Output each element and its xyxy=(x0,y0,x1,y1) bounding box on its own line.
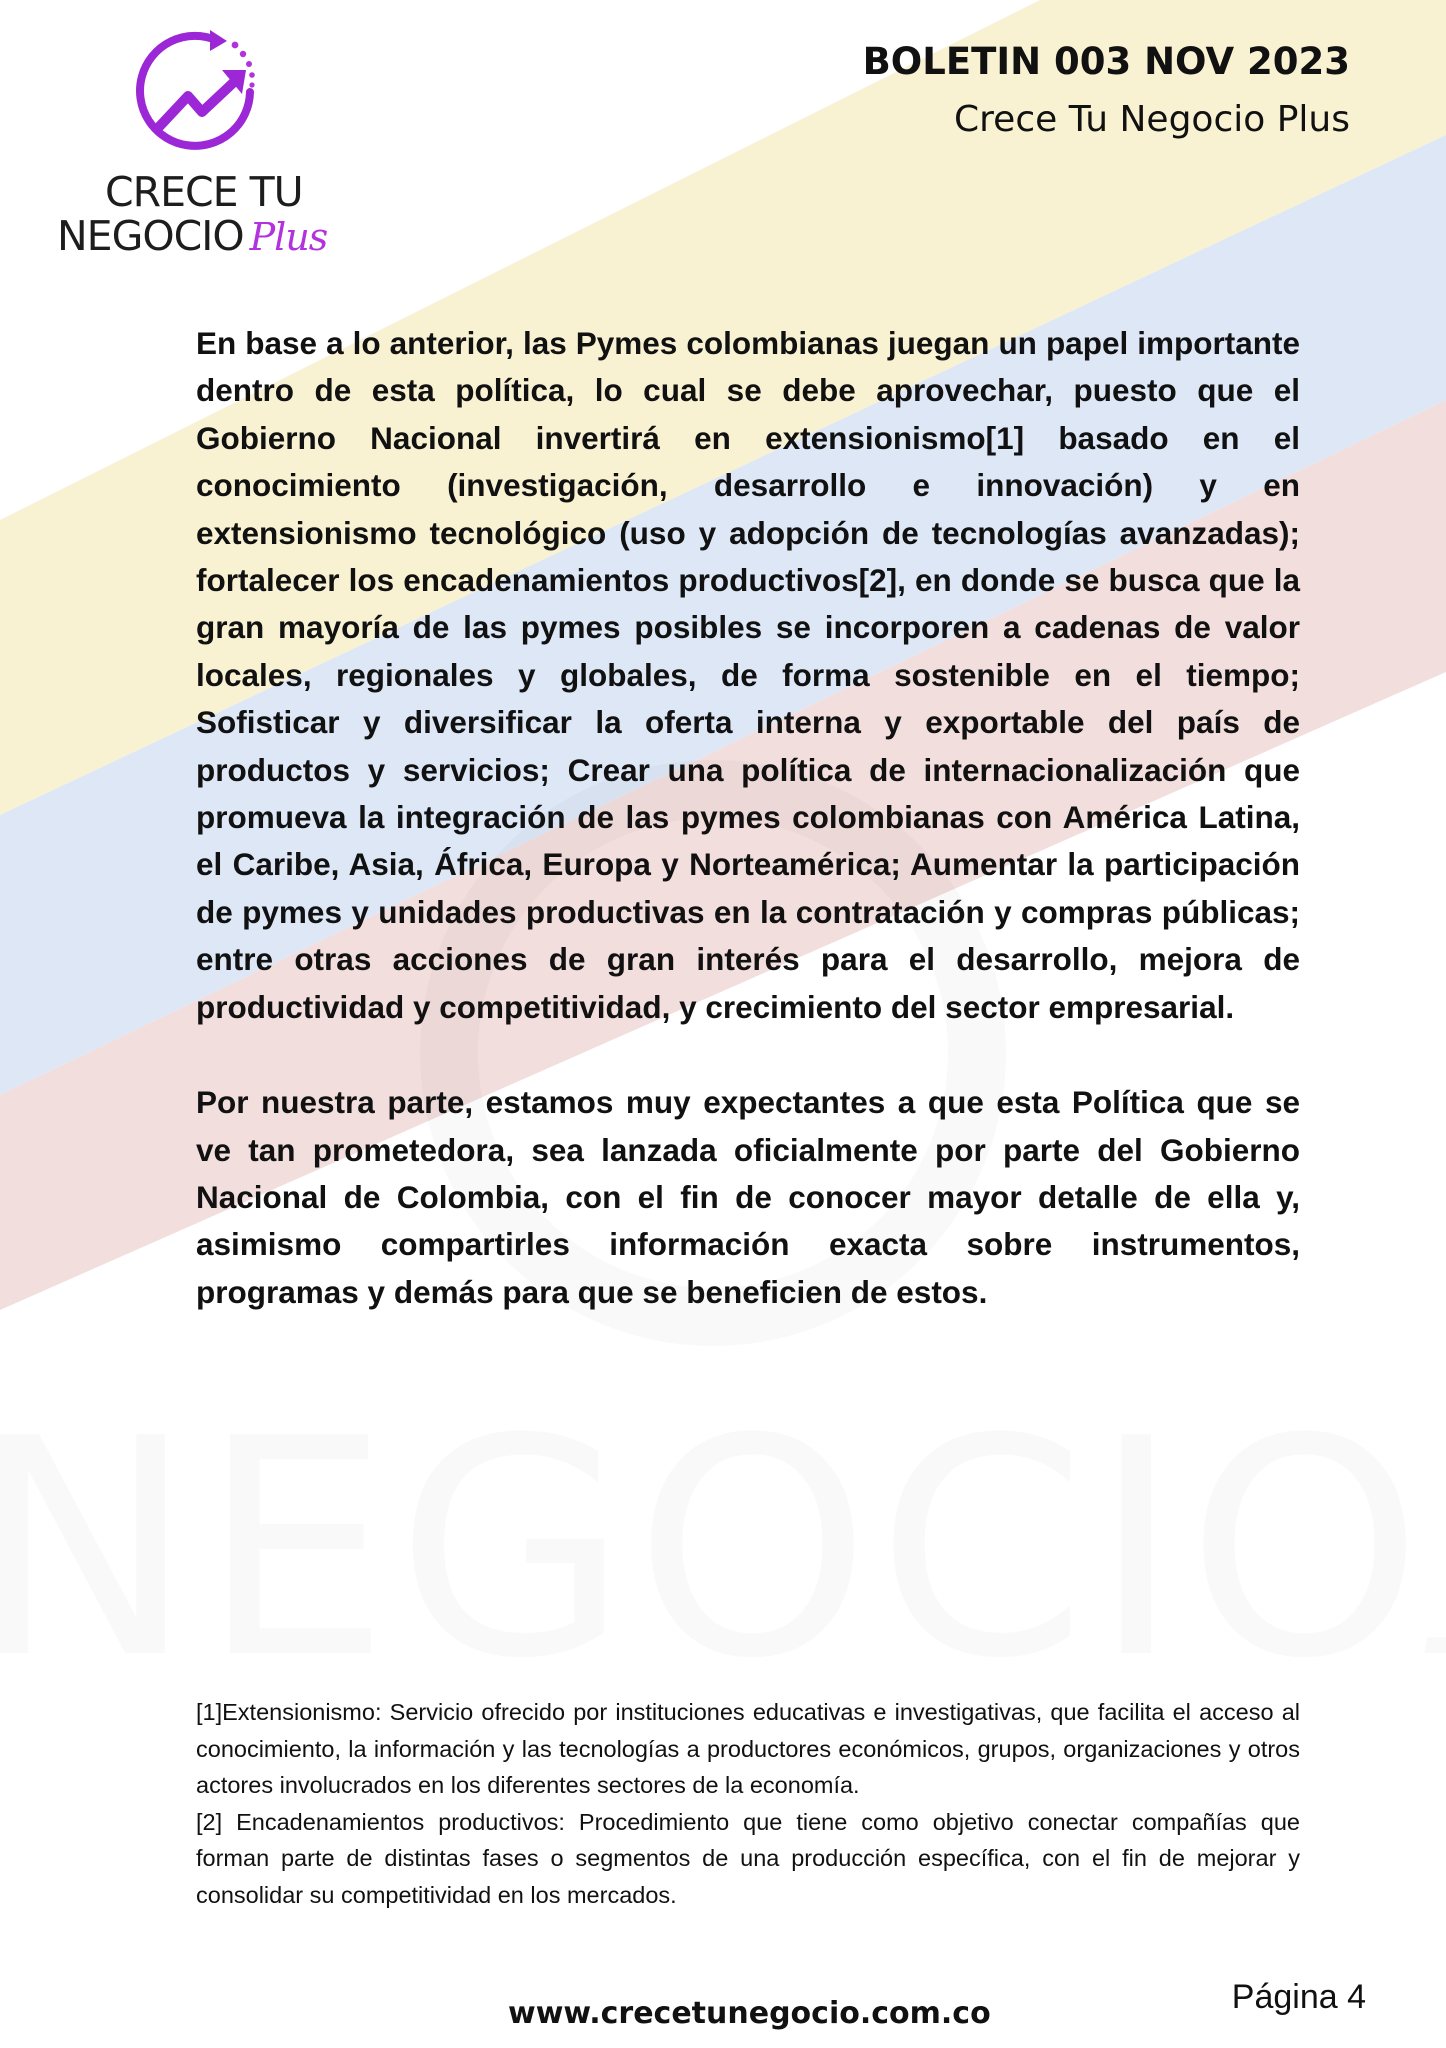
bulletin-subtitle: Crece Tu Negocio Plus xyxy=(954,99,1350,140)
watermark-text xyxy=(0,1375,1429,1724)
logo-text-line1: CRECE TU xyxy=(105,168,303,216)
website-url: www.crecetunegocio.com.co xyxy=(508,1996,991,2031)
body-paragraph-2: Por nuestra parte, estamos muy expectantes a que esta Política que se ve tan prometedora, sea lanzada oficialmente por parte del Gobierno Nacional de Colombia, con el fin de conocer mayor detalle de ella y, asimismo compartirles información exacta sobre instrumentos, programas y demás para que se beneficien de estos. xyxy=(196,1084,1300,1310)
watermark-plus xyxy=(1429,1375,1446,1724)
growth-arrow-circle-icon xyxy=(130,30,270,160)
page-number: Página 4 xyxy=(1231,1978,1366,2016)
logo-text-line2 xyxy=(57,214,327,259)
logo-dot-2 xyxy=(240,51,246,57)
body-paragraph-1: En base a lo anterior, las Pymes colombianas juegan un papel importante dentro de esta política, lo cual se debe aprovechar, puesto que el Gobierno Nacional invertirá en extensionismo[1] basado en el conocimiento (investigación, desarrollo e innovación) y en extensionismo tecnológico (uso y adopción de tecnologías avanzadas); fortalecer los encadenamientos productivos[2], en donde se busca que la gran mayoría de las pymes posibles se incorporen a cadenas de valor locales, regionales y globales, de forma sostenible en el tiempo; Sofisticar y diversificar la oferta interna y exportable del país de productos y servicios; Crear una política de internacionalización que promueva la integración de las pymes colombianas con América Latina, el Caribe, Asia, África, Europa y Norteamérica; Aumentar la participación de pymes y unidades productivas en la contratación y compras públicas; entre otras acciones de gran interés para el desarrollo, mejora de productividad y competitividad, y crecimiento del sector empresarial. xyxy=(196,325,1300,1025)
logo-growth-line xyxy=(158,82,234,128)
logo-dot-4 xyxy=(249,72,255,78)
footnote-1: [1]Extensionismo: Servicio ofrecido por instituciones educativas e investigativas, que facilita el acceso al conocimiento, la información y las tecnologías a productores económicos, grupos, organizaciones y otros actores involucrados en los diferentes sectores de la economía. xyxy=(196,1699,1300,1798)
logo-text-plus: Plus xyxy=(249,215,328,259)
logo-dot-3 xyxy=(246,61,252,67)
logo-text-negocio: NEGOCIO xyxy=(57,212,244,260)
logo-dot-5 xyxy=(249,82,254,87)
brand-logo xyxy=(50,30,350,262)
footnote-2: [2] Encadenamientos productivos: Procedimiento que tiene como objetivo conectar compañías que forman parte de distintas fases o segmentos de una producción específica, con el fin de mejorar y consolidar su competitividad en los mercados. xyxy=(196,1808,1300,1908)
body-text xyxy=(196,320,1300,1316)
footnotes xyxy=(196,1694,1300,1913)
watermark xyxy=(0,1400,1446,1700)
document-header xyxy=(863,38,1350,144)
logo-dot-1 xyxy=(232,42,239,49)
logo-arrowhead-top xyxy=(210,30,227,51)
bulletin-title: BOLETIN 003 NOV 2023 xyxy=(862,40,1350,83)
